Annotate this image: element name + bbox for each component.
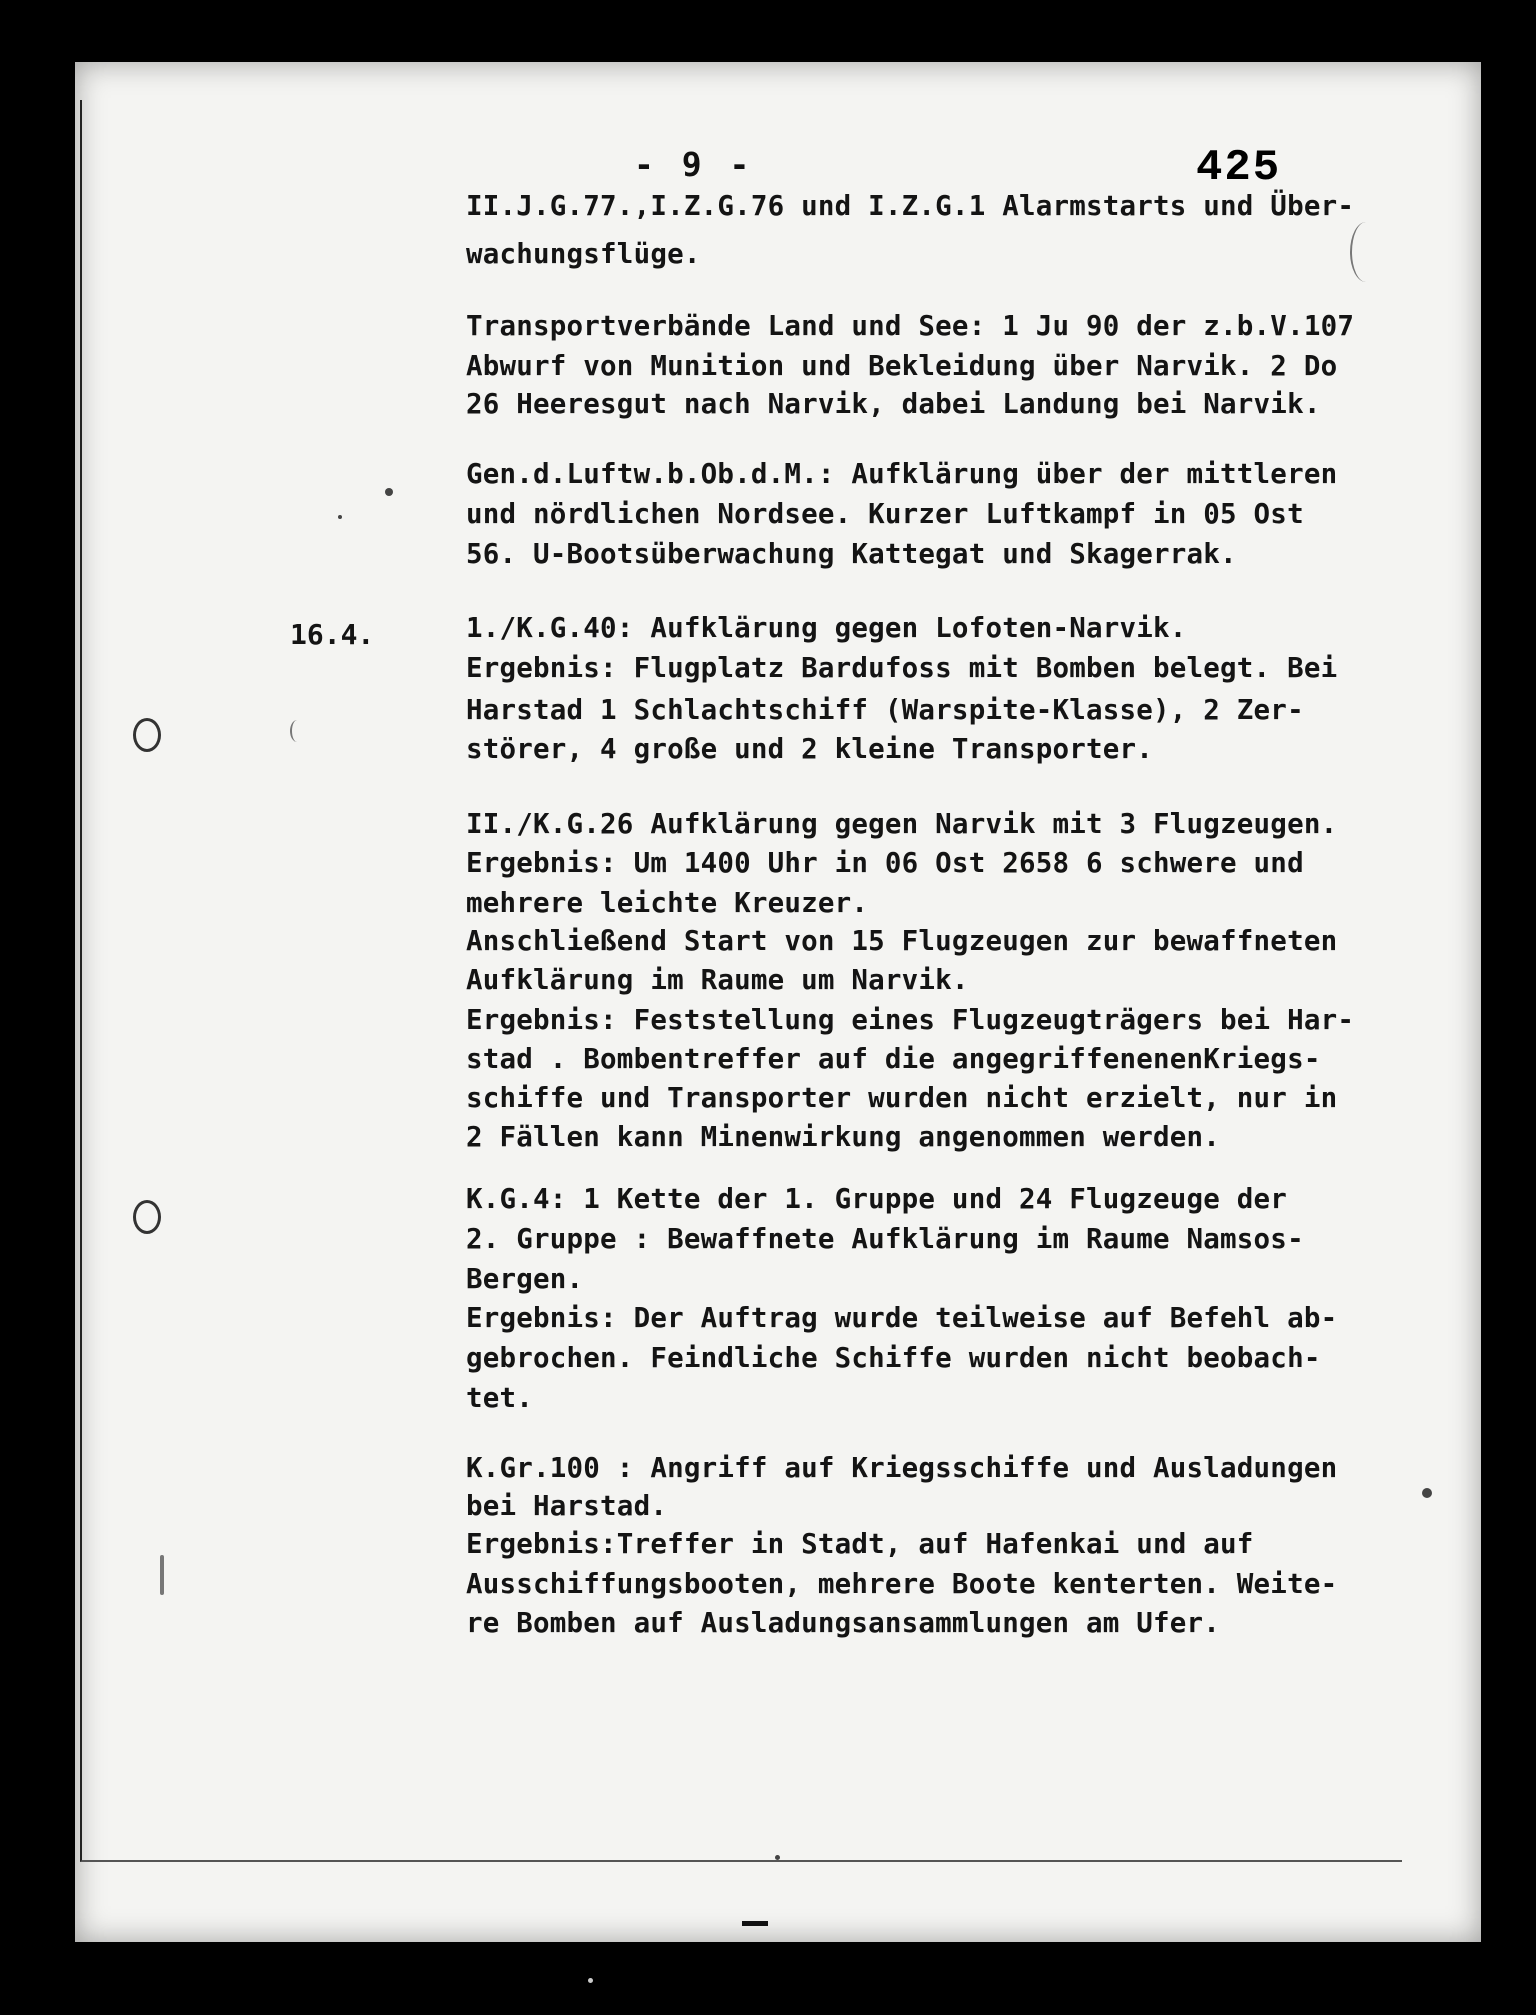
text-line: Bergen. [466,1263,584,1295]
text-line: K.G.4: 1 Kette der 1. Gruppe und 24 Flugzeuge der [466,1183,1288,1215]
text-line: Ergebnis: Der Auftrag wurde teilweise auf Befehl ab- [466,1302,1338,1334]
page-number: - 9 - [634,145,754,184]
text-line: bei Harstad. [466,1490,668,1522]
text-line: 1./K.G.40: Aufklärung gegen Lofoten-Narvik. [466,612,1187,644]
stray-pencil-mark [290,720,304,742]
text-line: Ausschiffungsbooten, mehrere Boote kenterten. Weite- [466,1568,1338,1600]
ink-speck [775,1855,780,1860]
text-line: störer, 4 große und 2 kleine Transporter. [466,733,1154,765]
text-line: Ergebnis: Flugplatz Bardufoss mit Bomben belegt. Bei [466,652,1338,684]
text-line: und nördlichen Nordsee. Kurzer Luftkampf in 05 Ost [466,498,1304,530]
ink-speck [1422,1488,1432,1498]
text-line: schiffe und Transporter wurden nicht erzielt, nur in [466,1082,1338,1114]
text-line: 2 Fällen kann Minenwirkung angenommen werden. [466,1121,1221,1153]
ink-speck [588,1978,593,1983]
text-line: stad . Bombentreffer auf die angegriffenenenKriegs- [466,1043,1321,1075]
text-line: Ergebnis:Treffer in Stadt, auf Hafenkai und auf [466,1528,1254,1560]
text-line: 2. Gruppe : Bewaffnete Aufklärung im Raume Namsos- [466,1223,1304,1255]
text-line: K.Gr.100 : Angriff auf Kriegsschiffe und Ausladungen [466,1452,1338,1484]
text-line: gebrochen. Feindliche Schiffe wurden nicht beobach- [466,1342,1321,1374]
text-line: Ergebnis: Feststellung eines Flugzeugträgers bei Har- [466,1004,1355,1036]
stray-ink-dash [742,1921,768,1926]
text-line: II.J.G.77.,I.Z.G.76 und I.Z.G.1 Alarmstarts und Über- [466,190,1355,222]
text-line: Transportverbände Land und See: 1 Ju 90 der z.b.V.107 [466,310,1355,342]
ink-speck [338,515,342,519]
date-marginal-note: 16.4. [290,618,375,651]
archive-stamp-number: 425 [1196,143,1282,193]
text-line: Abwurf von Munition und Bekleidung über Narvik. 2 Do [466,350,1338,382]
text-line: Aufklärung im Raume um Narvik. [466,964,969,996]
text-line: Anschließend Start von 15 Flugzeugen zur bewaffneten [466,925,1338,957]
ink-speck [385,488,393,496]
text-line: Ergebnis: Um 1400 Uhr in 06 Ost 2658 6 schwere und [466,847,1304,879]
stray-pencil-mark [1350,222,1382,282]
text-line: mehrere leichte Kreuzer. [466,887,869,919]
text-line: 26 Heeresgut nach Narvik, dabei Landung bei Narvik. [466,388,1321,420]
text-line: Harstad 1 Schlachtschiff (Warspite-Klasse), 2 Zer- [466,694,1304,726]
text-line: wachungsflüge. [466,238,701,270]
text-line: Gen.d.Luftw.b.Ob.d.M.: Aufklärung über der mittleren [466,458,1338,490]
punch-hole-top [133,718,161,752]
text-line: II./K.G.26 Aufklärung gegen Narvik mit 3 Flugzeugen. [466,808,1338,840]
text-line: tet. [466,1382,534,1414]
text-line: re Bomben auf Ausladungsansammlungen am Ufer. [466,1607,1221,1639]
punch-hole-bottom [133,1200,161,1234]
text-line: 56. U-Bootsüberwachung Kattegat und Skagerrak. [466,538,1237,570]
ink-speck [160,1555,164,1595]
